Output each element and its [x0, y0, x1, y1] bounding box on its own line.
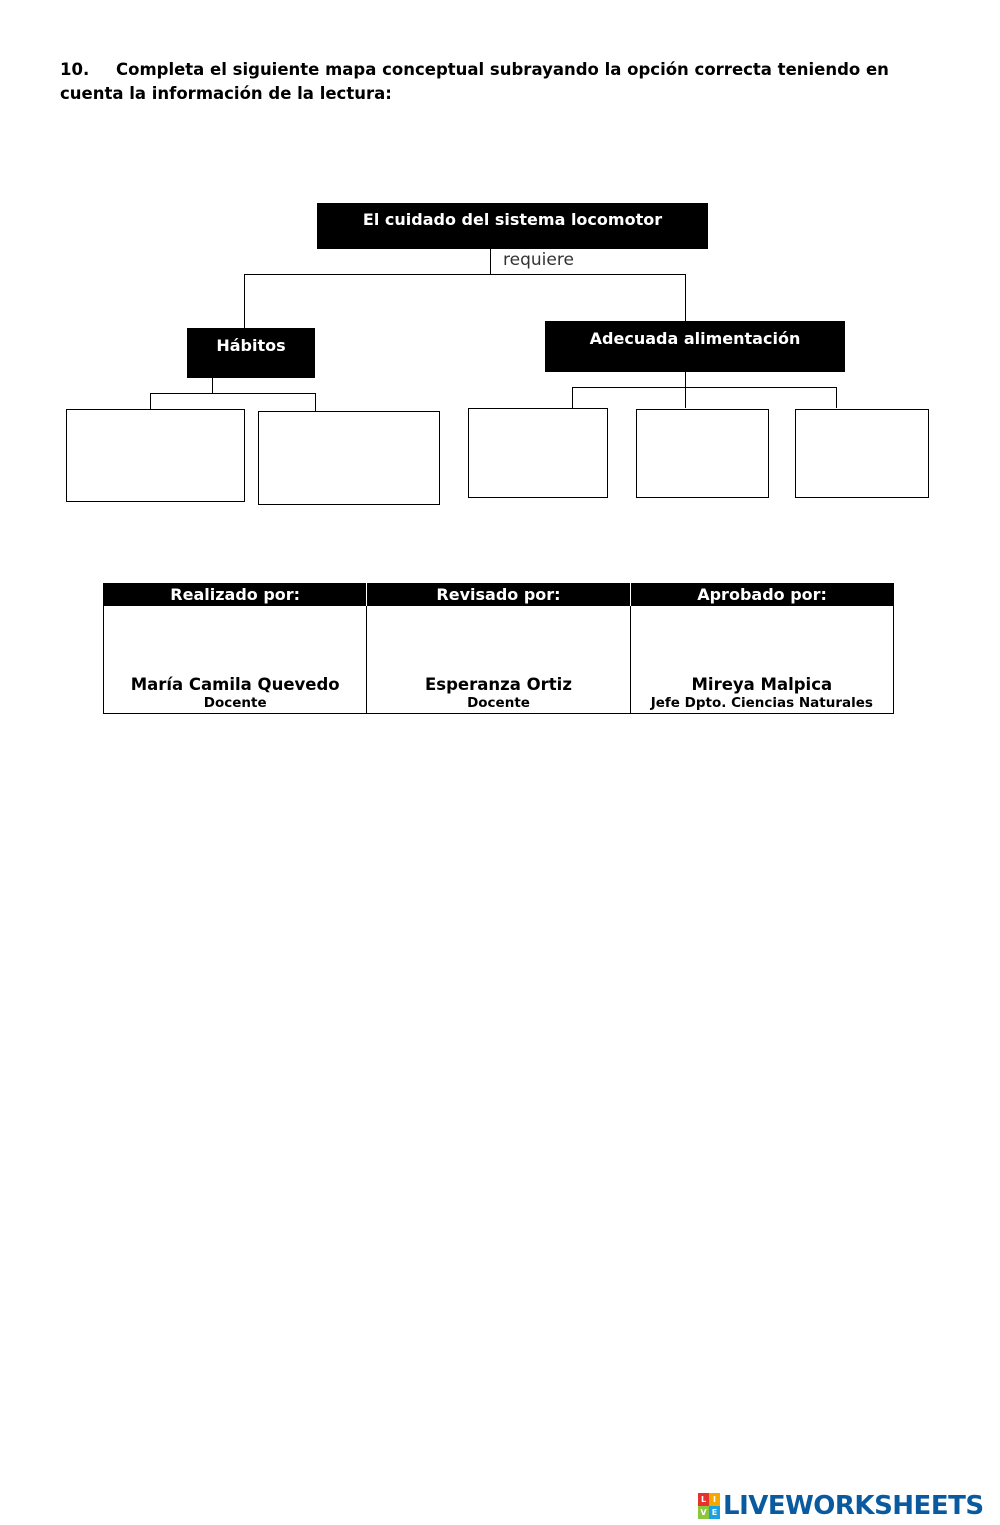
signer-role: Docente [467, 695, 530, 711]
habits-connector [212, 378, 213, 393]
logo-letter: E [709, 1506, 720, 1519]
nutrition-answer-box-3[interactable] [795, 409, 929, 498]
root-connector [490, 249, 491, 274]
signatures-table [103, 583, 894, 714]
habits-node: Hábitos [187, 328, 315, 378]
logo-letter: L [698, 1493, 709, 1506]
branch-connector-left [244, 274, 245, 328]
question-number: 10. [60, 60, 90, 79]
signature-cell-made-by [104, 606, 367, 714]
header-made-by: Realizado por: [104, 583, 367, 606]
instruction [60, 58, 940, 106]
link-label: requiere [503, 250, 574, 270]
branch-connector [244, 274, 685, 275]
nutrition-child-connector-1 [572, 387, 573, 408]
brand-text: LIVEWORKSHEETS [723, 1491, 984, 1521]
header-approved-by: Aprobado por: [630, 583, 893, 606]
nutrition-child-connector-3 [836, 387, 837, 408]
signer-name: Esperanza Ortiz [425, 675, 572, 694]
habits-answer-box-1[interactable] [66, 409, 245, 502]
signer-role: Jefe Dpto. Ciencias Naturales [650, 695, 873, 711]
nutrition-answer-box-1[interactable] [468, 408, 608, 498]
logo-letter: I [709, 1493, 720, 1506]
habits-child-connector-1 [150, 393, 151, 409]
liveworksheets-brand [698, 1491, 984, 1521]
nutrition-answer-box-2[interactable] [636, 409, 769, 498]
signer-role: Docente [203, 695, 267, 711]
logo-letter: V [698, 1506, 709, 1519]
signer-name: María Camila Quevedo [130, 675, 340, 694]
root-node: El cuidado del sistema locomotor [317, 203, 708, 249]
habits-answer-box-2[interactable] [258, 411, 440, 505]
nutrition-children-connector [572, 387, 836, 388]
habits-child-connector-2 [315, 393, 316, 411]
signature-cell-approved-by [630, 606, 893, 714]
nutrition-connector [685, 372, 686, 408]
branch-connector-right [685, 274, 686, 322]
instruction-text: Completa el siguiente mapa conceptual subrayando la opción correcta teniendo en cuenta la información de la lectura: [60, 60, 889, 103]
header-reviewed-by: Revisado por: [367, 583, 630, 606]
nutrition-node: Adecuada alimentación [545, 321, 845, 372]
signer-name: Mireya Malpica [691, 675, 833, 694]
habits-children-connector [150, 393, 316, 394]
signature-cell-reviewed-by [367, 606, 630, 714]
liveworksheets-logo-icon [698, 1493, 720, 1519]
